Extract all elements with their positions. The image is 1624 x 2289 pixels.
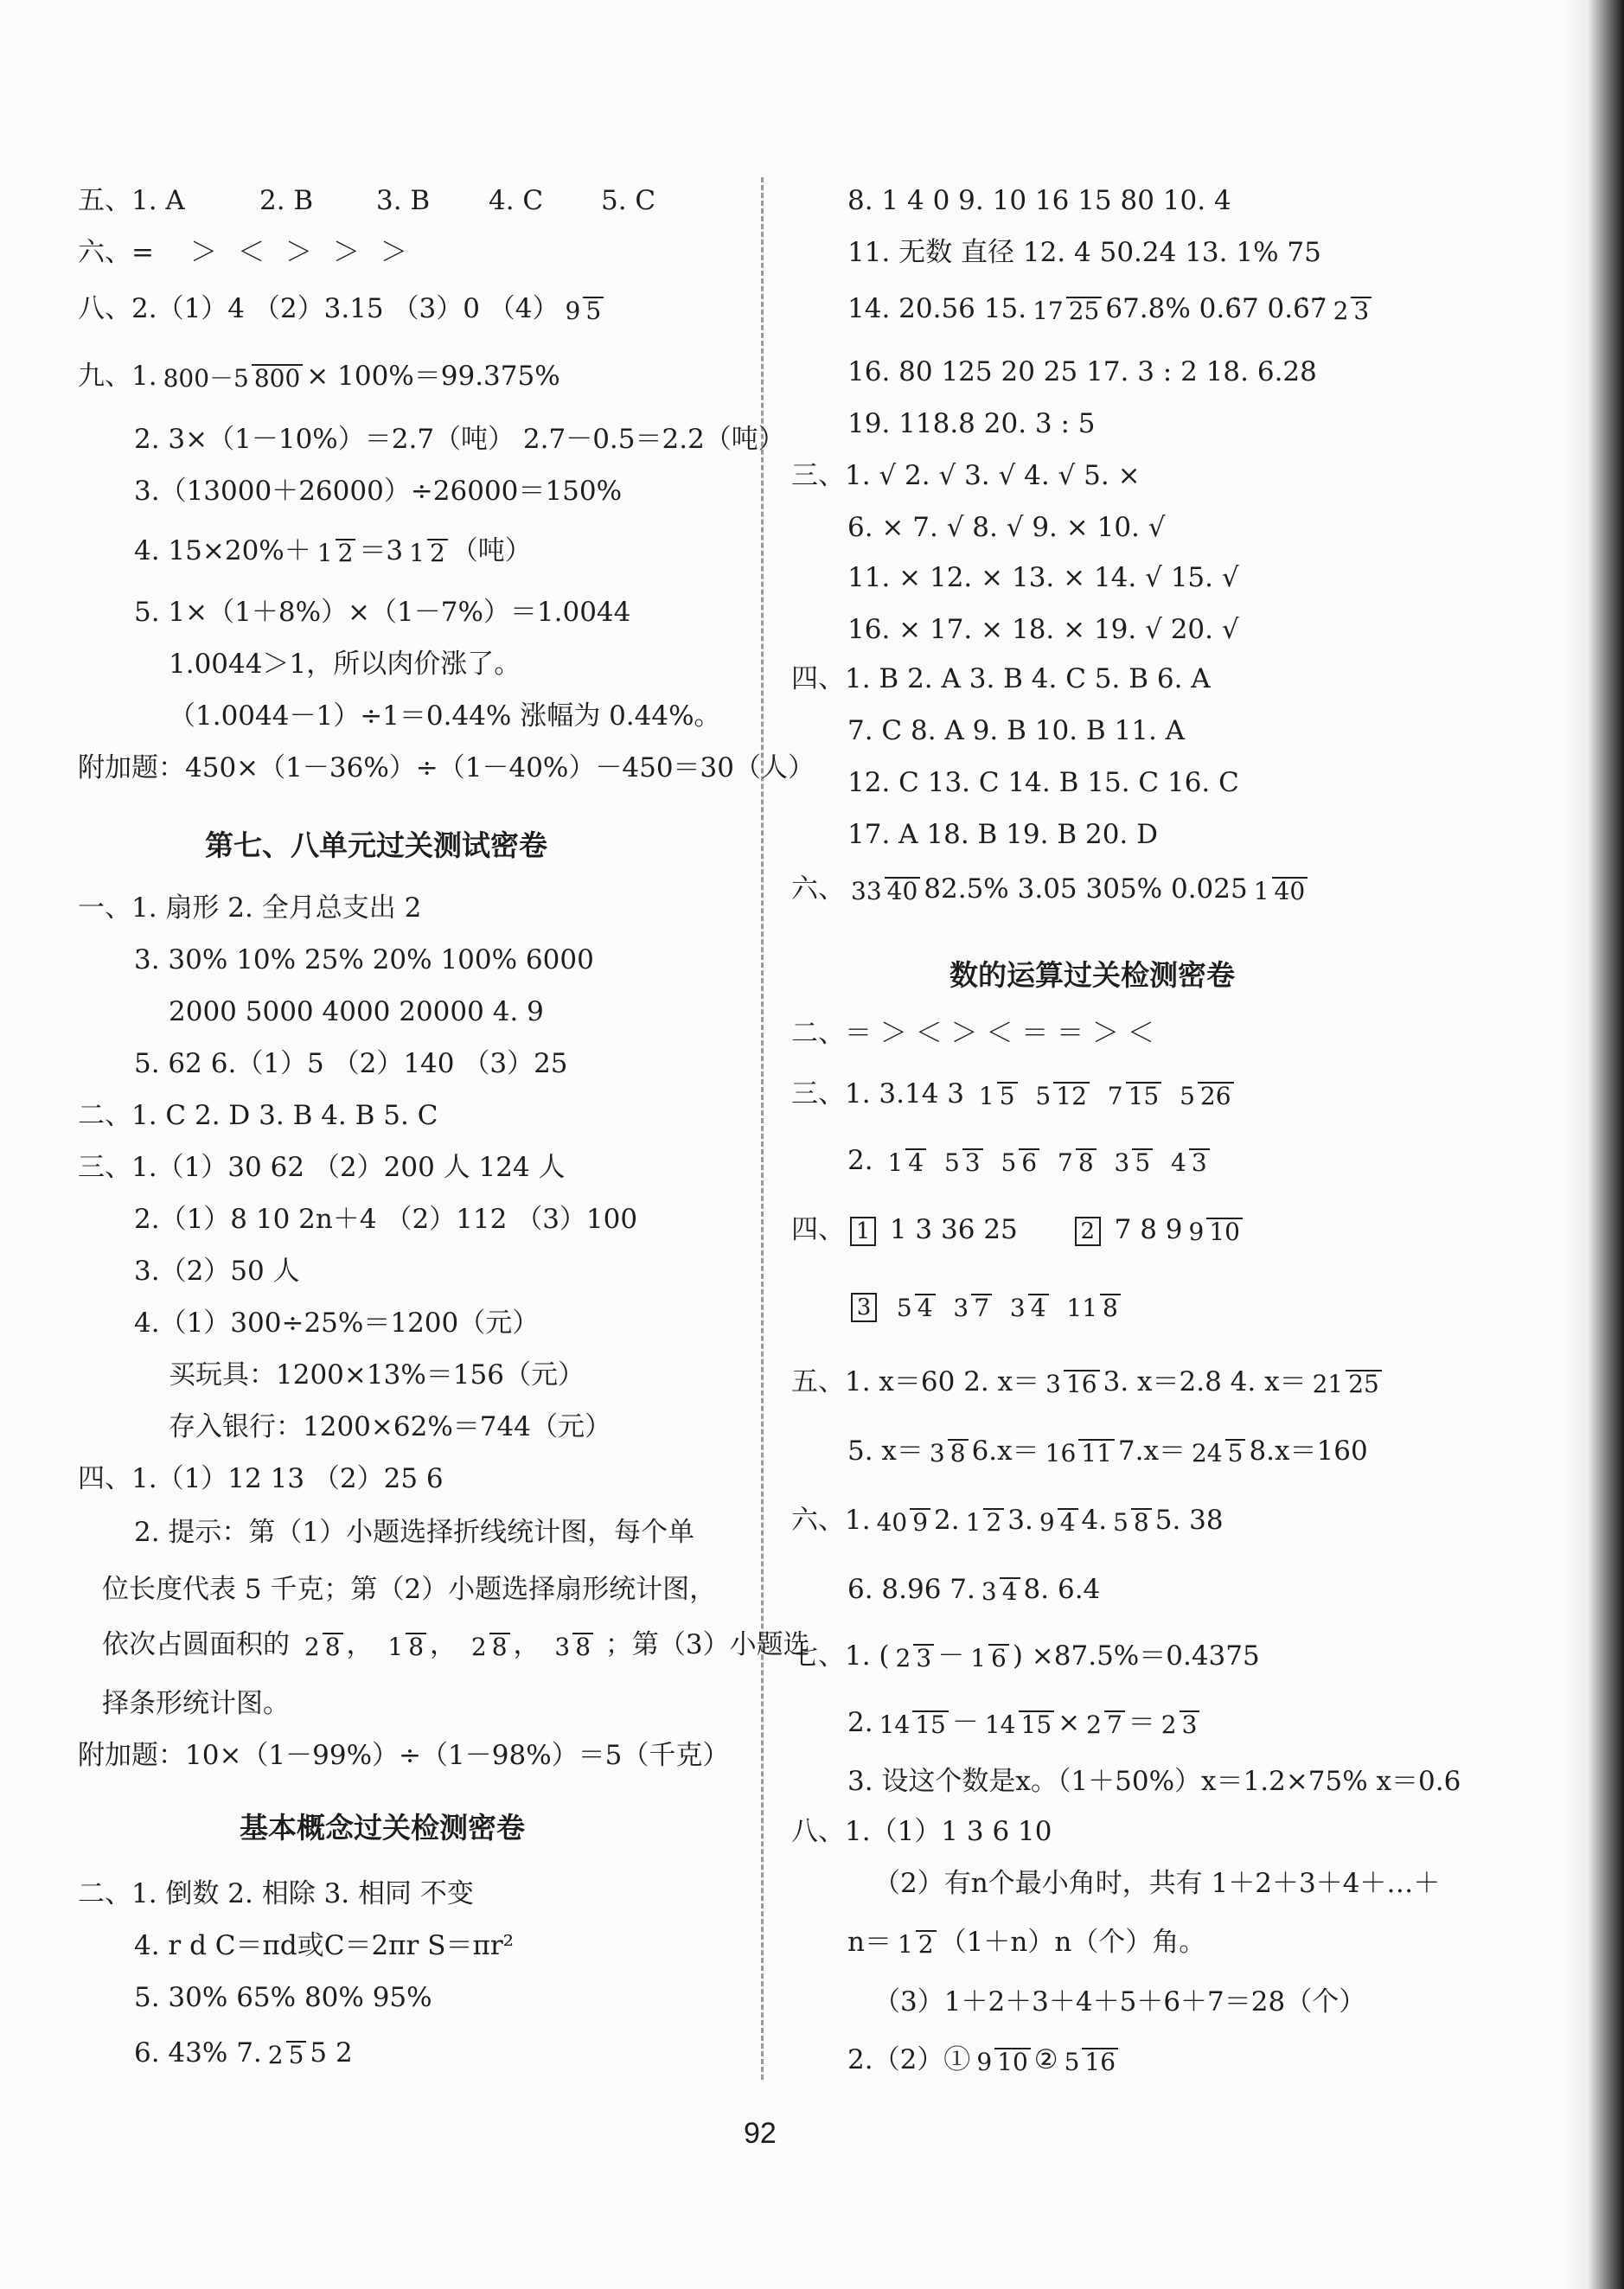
answer-line: 存入银行：1200×62%＝744（元）: [169, 1411, 611, 1442]
fraction: 2 3: [1159, 1710, 1200, 1738]
answer-line: 5. 62 6.（1）5 （2）140 （3）25: [134, 1048, 568, 1079]
answer-line: 4.（1）300÷25%＝1200（元）: [134, 1308, 540, 1339]
fraction: 1 40: [1251, 877, 1308, 905]
fraction: 33 40: [848, 877, 920, 905]
answer-line: （2）有n个最小角时，共有 1＋2＋3＋4＋…＋: [873, 1868, 1441, 1899]
fraction: 5 6: [998, 1148, 1039, 1176]
text-segment: 2.: [934, 1505, 960, 1536]
answer-line: 二、1. 倒数 2. 相除 3. 相同 不变: [78, 1878, 474, 1909]
answer-line: 7. C 8. A 9. B 10. B 11. A: [847, 715, 1186, 746]
fraction: 14 15: [982, 1710, 1054, 1738]
text-segment: 五、1. x＝60 2. x＝: [791, 1366, 1040, 1397]
answer-line: [791, 1503, 1224, 1538]
fraction: 9 10: [1186, 1218, 1243, 1245]
number-box: 3: [851, 1293, 877, 1322]
answer-line: 16. × 17. × 18. × 19. √ 20. √: [847, 614, 1239, 645]
fraction: 3 16: [1043, 1370, 1099, 1397]
fraction: 9 10: [974, 2048, 1030, 2075]
answer-line: 12. C 13. C 14. B 15. C 16. C: [847, 767, 1239, 798]
fraction: 3 5: [1112, 1148, 1154, 1176]
fraction: 5 16: [1062, 2048, 1118, 2075]
fraction: 3 4: [979, 1577, 1020, 1605]
answer-line: 11. 无数 直径 12. 4 50.24 13. 1% 75: [847, 237, 1321, 268]
text-segment: 3. x＝2.8 4. x＝: [1103, 1366, 1307, 1397]
fraction: 1 2: [895, 1930, 937, 1958]
section-title: 第七、八单元过关测试密卷: [205, 828, 547, 862]
text-segment: ②: [1033, 2044, 1058, 2075]
fraction: 1 2: [406, 539, 448, 566]
answer-line: 四、 1 1 3 36 25 2 7 8 9 9 10: [791, 1212, 1246, 1247]
answer-line: 一、1. 扇形 2. 全月总支出 2: [78, 892, 422, 924]
fraction: 1 4: [885, 1148, 926, 1176]
answer-line: 附加题：10×（1－99%）÷（1－98%）＝5（千克）: [78, 1740, 730, 1771]
fraction: 1 2: [963, 1508, 1005, 1536]
answer-line: 五、1. A 2. B 3. B 4. C 5. C: [78, 185, 656, 216]
text-segment: 2.（2）①: [847, 2044, 971, 2075]
text-segment: 4.: [1081, 1505, 1108, 1536]
fraction: 3 7: [950, 1294, 992, 1321]
fraction: 1 2: [315, 539, 356, 566]
answer-line: [846, 1288, 1124, 1323]
answer-line: 买玩具：1200×13%＝156（元）: [169, 1359, 585, 1391]
answer-line: 17. A 18. B 19. B 20. D: [847, 819, 1158, 850]
fraction: 5 3: [942, 1148, 983, 1176]
text-segment: 2.: [847, 1707, 873, 1738]
answer-line: 二、1. C 2. D 3. B 4. B 5. C: [78, 1100, 438, 1131]
answer-line: 二、＝ ＞ ＜ ＞ ＜ ＝ ＝ ＞ ＜: [791, 1018, 1154, 1049]
fraction: 4 3: [1168, 1148, 1210, 1176]
fraction: 7 8: [1055, 1148, 1097, 1176]
answer-line: 八、1.（1）1 3 6 10: [791, 1816, 1052, 1847]
answer-line: 2000 5000 4000 20000 4. 9: [169, 996, 544, 1027]
answer-line: （1.0044－1）÷1＝0.44% 涨幅为 0.44%。: [169, 700, 721, 732]
fraction: 3 8: [927, 1439, 969, 1467]
fraction: 40 9: [874, 1508, 930, 1536]
fraction: 7 15: [1105, 1082, 1161, 1109]
text-segment: ＝: [1128, 1707, 1155, 1738]
answer-line: 六、= ＞ ＜ ＞ ＞ ＞: [78, 237, 407, 268]
answer-line: 5. 30% 65% 80% 95%: [134, 1982, 432, 2013]
fraction: 5 8: [1110, 1508, 1152, 1536]
number-box: 2: [1075, 1217, 1101, 1246]
fraction: 2 5: [265, 2041, 307, 2068]
text-segment: －: [937, 1640, 965, 1672]
fraction: 1 8: [385, 1633, 426, 1660]
text-segment: n＝: [847, 1927, 892, 1958]
fraction: 5 4: [894, 1294, 936, 1321]
fraction: 24 5: [1189, 1439, 1245, 1467]
section-title: 基本概念过关检测密卷: [240, 1811, 525, 1845]
fraction: 5 12: [1033, 1082, 1089, 1109]
column-divider: [761, 177, 764, 2080]
fraction: 2 7: [1084, 1710, 1125, 1738]
text-segment: 6. 8.96 7.: [847, 1574, 975, 1605]
fraction: 2 8: [302, 1633, 343, 1660]
answer-line: 九、1. 800－5 800 × 100%＝99.375%: [78, 361, 560, 393]
text-segment: ) ×87.5%＝0.4375: [1012, 1640, 1260, 1672]
page-shadow-edge: [1563, 0, 1624, 2289]
answer-line: 5. 1×（1＋8%）×（1－7%）＝1.0044: [134, 597, 631, 628]
answer-line: [791, 1365, 1385, 1399]
answer-line: 11. × 12. × 13. × 14. √ 15. √: [847, 562, 1239, 593]
answer-line: [791, 1639, 1260, 1673]
fraction: 9 4: [1037, 1508, 1078, 1536]
text-segment: ×: [1058, 1707, 1081, 1738]
answer-line: 1.0044＞1，所以肉价涨了。: [169, 649, 521, 680]
text-segment: （1＋n）n（个）角。: [939, 1927, 1206, 1958]
answer-line: 6. × 7. √ 8. √ 9. × 10. √: [847, 512, 1166, 543]
answer-line: 3. 30% 10% 25% 20% 100% 6000: [134, 944, 594, 975]
fraction: 1 5: [976, 1082, 1018, 1109]
number-box: 1: [850, 1217, 876, 1246]
fraction: 1 6: [968, 1644, 1009, 1672]
section-title: 数的运算过关检测密卷: [949, 958, 1235, 992]
answer-line: 依次占圆面积的 2 8 ， 1 8 ， 2 8 ， 3 8 ；第（3）小题选: [102, 1629, 810, 1661]
text-segment: 8.x＝160: [1249, 1435, 1368, 1467]
answer-line: （3）1＋2＋3＋4＋5＋6＋7＝28（个）: [873, 1986, 1366, 2017]
fraction: 2 3: [1331, 297, 1372, 324]
fraction: 14 15: [877, 1710, 949, 1738]
answer-line: 6. 43% 7. 2 5 5 2: [134, 2037, 353, 2069]
answer-line: 2. 提示：第（1）小题选择折线统计图，每个单: [134, 1517, 695, 1548]
fraction: 3 8: [552, 1633, 593, 1660]
answer-line: 附加题：450×（1－36%）÷（1－40%）－450＝30（人）: [78, 752, 815, 783]
text-segment: －: [951, 1707, 979, 1738]
fraction: 800－5 800: [161, 364, 304, 392]
text-segment: 8. 6.4: [1023, 1574, 1101, 1605]
answer-line: [847, 1572, 1100, 1607]
fraction: 16 11: [1043, 1439, 1115, 1467]
page-number: 92: [744, 2117, 777, 2150]
answer-line: 八、2.（1）4 （2）3.15 （3）0 （4） 9 5: [78, 291, 607, 326]
answer-line: 位长度代表 5 千克；第（2）小题选择扇形统计图，: [102, 1574, 717, 1605]
answer-line: 六、 33 40 82.5% 3.05 305% 0.025 1 40: [791, 872, 1311, 906]
text-segment: 3.: [1007, 1505, 1033, 1536]
answer-line: 4. r d C＝πd或C＝2πr S＝πr²: [134, 1930, 515, 1961]
answer-line: 2. 3×（1－10%）＝2.7（吨） 2.7－0.5＝2.2（吨）: [134, 424, 785, 455]
fraction: 5 26: [1177, 1082, 1233, 1109]
answer-line: 三、1. √ 2. √ 3. √ 4. √ 5. ×: [791, 460, 1141, 491]
text-segment: 七、1. (: [791, 1640, 890, 1672]
answer-line: [847, 1705, 1203, 1740]
fraction: 2 3: [893, 1644, 935, 1672]
answer-line: 三、1.（1）30 62 （2）200 人 124 人: [78, 1152, 566, 1183]
fraction: 3 4: [1007, 1294, 1049, 1321]
answer-line: 3.（2）50 人: [134, 1256, 300, 1287]
answer-line: 14. 20.56 15. 17 25 67.8% 0.6̇7 0.6̇7̇ 2 3: [847, 291, 1375, 326]
answer-line: 四、1. B 2. A 3. B 4. C 5. B 6. A: [791, 663, 1211, 694]
answer-line: 2.（1）8 10 2n＋4 （2）112 （3）100: [134, 1204, 638, 1235]
answer-line: 19. 118.8 20. 3 : 5: [847, 408, 1096, 439]
fraction: 9 5: [563, 297, 604, 324]
answer-line: 16. 80 125 20 25 17. 3 : 2 18. 6.28: [847, 356, 1317, 387]
answer-line: 四、1.（1）12 13 （2）25 6: [78, 1463, 444, 1494]
answer-line: 择条形统计图。: [102, 1688, 290, 1719]
fraction: 17 25: [1030, 297, 1102, 324]
fraction: 21 25: [1310, 1370, 1382, 1397]
text-segment: 5. x＝: [847, 1435, 924, 1467]
answer-line: 3. 设这个数是x。（1＋50%）x＝1.2×75% x＝0.6: [847, 1766, 1461, 1797]
text-segment: 7.x＝: [1117, 1435, 1186, 1467]
answer-line: 8. 1 4 0 9. 10 16 15 80 10. 4: [847, 185, 1231, 216]
answer-line: 三、1. 3.14 3 1 5 5 12 7 15 5 26: [791, 1077, 1237, 1111]
answer-line: [847, 1925, 1205, 1960]
answer-line: 3.（13000＋26000）÷26000＝150%: [134, 476, 623, 507]
fraction: 2 8: [469, 1633, 510, 1660]
answer-line: 2. 1 4 5 3 5 6 7 8 3 5 4 3: [847, 1143, 1213, 1178]
answer-line: [847, 1434, 1368, 1468]
text-segment: 5. 38: [1154, 1505, 1224, 1536]
answer-line: 4. 15×20%＋ 1 2 ＝3 1 2 （吨）: [134, 535, 532, 567]
text-segment: 6.x＝: [971, 1435, 1039, 1467]
fraction: 11 8: [1064, 1294, 1120, 1321]
answer-line: [847, 2043, 1122, 2077]
text-segment: 六、1.: [791, 1505, 871, 1536]
